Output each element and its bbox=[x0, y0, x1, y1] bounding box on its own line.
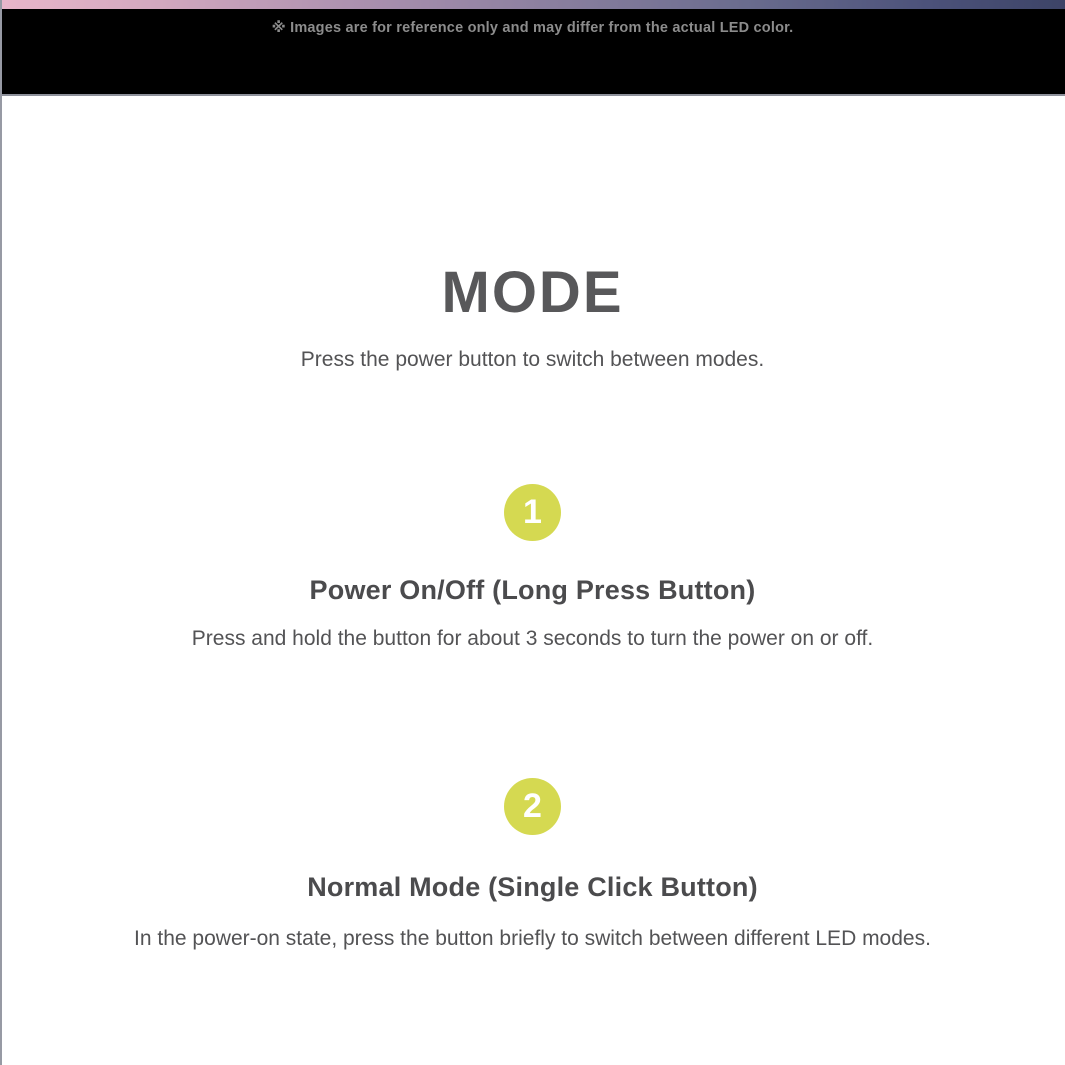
step-1-number: 1 bbox=[523, 492, 542, 531]
left-edge-border bbox=[0, 0, 2, 1065]
step-2-heading: Normal Mode (Single Click Button) bbox=[307, 872, 758, 902]
step-2-description: In the power-on state, press the button briefly to switch between different LED modes. bbox=[134, 927, 931, 950]
step-1-description: Press and hold the button for about 3 seconds to turn the power on or off. bbox=[191, 627, 874, 650]
step-1-heading: Power On/Off (Long Press Button) bbox=[309, 575, 756, 605]
step-1-badge bbox=[504, 484, 561, 541]
mode-section bbox=[0, 96, 1065, 952]
top-gradient-strip bbox=[0, 0, 1065, 9]
page-title: MODE bbox=[441, 260, 624, 325]
step-2-badge bbox=[504, 778, 561, 835]
page-subtitle: Press the power button to switch between modes. bbox=[300, 348, 765, 371]
step-2-number: 2 bbox=[523, 786, 542, 825]
notice-banner bbox=[0, 9, 1065, 96]
notice-text: ※ Images are for reference only and may differ from the actual LED color. bbox=[271, 20, 794, 36]
